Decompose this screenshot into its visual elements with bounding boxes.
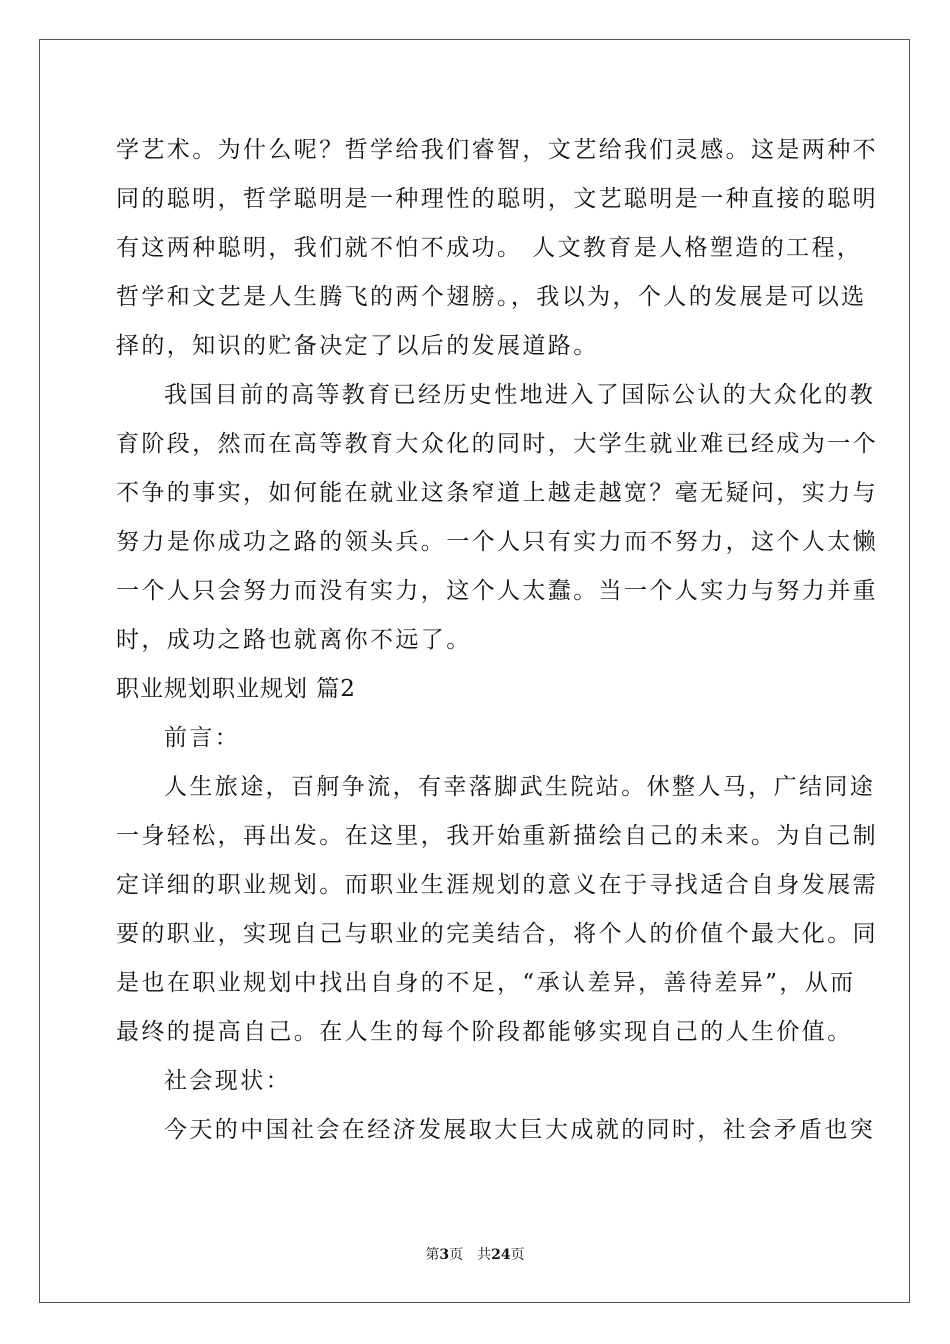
total-page-count: 24 [491,1247,511,1263]
text-line: 时，成功之路也就离你不远了。 [116,627,472,653]
total-prefix: 共 [477,1247,492,1263]
text-line: 最终的提高自己。在人生的每个阶段都能够实现自己的人生价值。 [116,1019,853,1045]
text-line: 要的职业，实现自己与职业的完美结合，将个人的价值个最大化。同 [116,921,878,947]
text-line: 一个人只会努力而没有实力，这个人太蠢。当一个人实力与努力并重 [116,578,878,604]
text-line: 育阶段，然而在高等教育大众化的同时，大学生就业难已经成为一个 [116,431,878,457]
text-line: 择的，知识的贮备决定了以后的发展道路。 [116,333,599,359]
page-prefix: 第 [425,1247,440,1263]
text-line: 同的聪明，哲学聪明是一种理性的聪明，文艺聪明是一种直接的聪明 [116,186,878,212]
text-line: 今天的中国社会在经济发展取大巨大成就的同时，社会矛盾也突 [164,1117,876,1143]
current-page-number: 3 [439,1247,450,1263]
page-footer [0,1245,950,1265]
subheading-preface: 前言： [164,725,241,751]
text-line: 不争的事实，如何能在就业这条窄道上越走越宽？毫无疑问，实力与 [116,480,878,506]
text-line: 努力是你成功之路的领头兵。一个人只有实力而不努力，这个人太懒 [116,529,878,555]
text-line: 哲学和文艺是人生腾飞的两个翅膀。，我以为，个人的发展是可以选 [116,284,867,310]
document-body [116,126,878,1155]
text-line: 是也在职业规划中找出自身的不足，“承认差异，善待差异”，从而 [116,970,856,996]
page-unit: 页 [449,1247,464,1263]
text-line: 我国目前的高等教育已经历史性地进入了国际公认的大众化的教 [164,382,876,408]
subheading-social-status: 社会现状： [164,1068,291,1094]
text-line: 学艺术。为什么呢？哲学给我们睿智，文艺给我们灵感。这是两种不 [116,137,878,163]
text-line: 人生旅途，百舸争流，有幸落脚武生院站。休整人马，广结同途 [164,774,876,800]
text-line: 有这两种聪明，我们就不怕不成功。 人文教育是人格塑造的工程， [116,235,863,261]
section-heading: 职业规划职业规划 篇2 [116,676,356,702]
total-unit: 页 [510,1247,525,1263]
text-line: 定详细的职业规划。而职业生涯规划的意义在于寻找适合自身发展需 [116,872,878,898]
text-line: 一身轻松，再出发。在这里，我开始重新描绘自己的未来。为自己制 [116,823,878,849]
